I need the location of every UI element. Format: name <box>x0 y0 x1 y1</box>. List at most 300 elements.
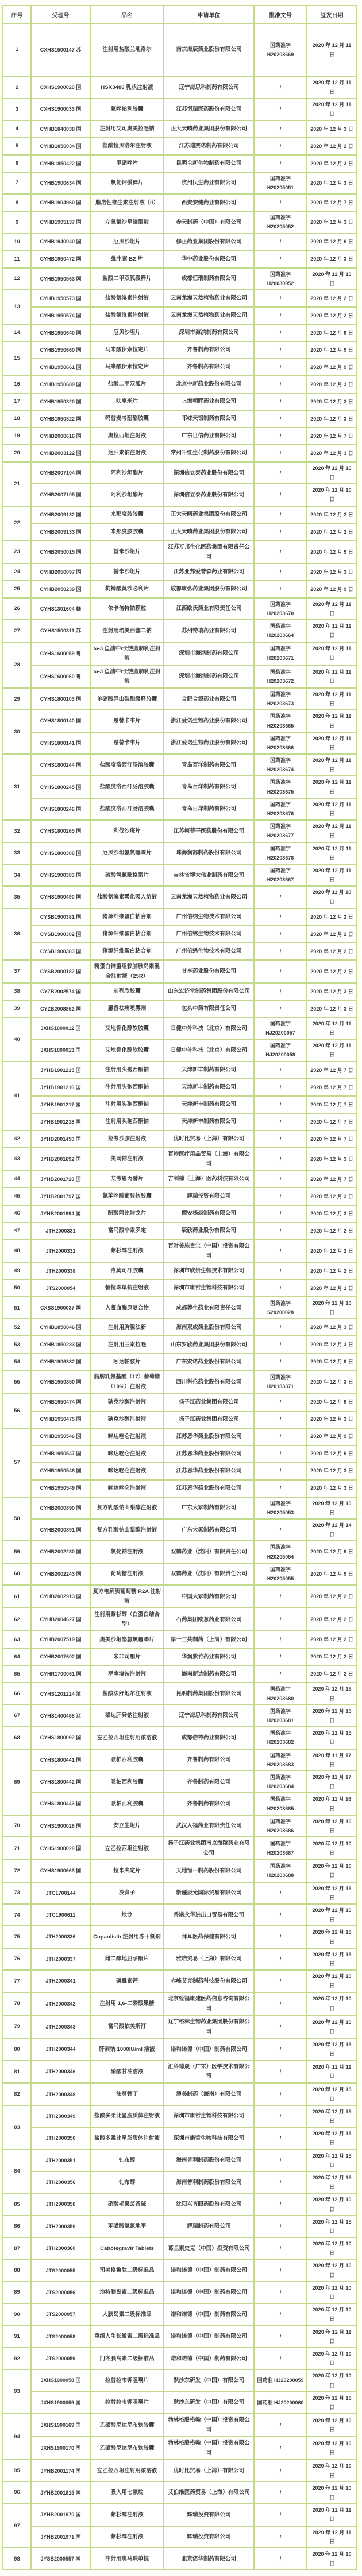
cell-applicant: 辽宁海思科制药有限公司 <box>164 76 254 98</box>
cell-product-name: 注射用头孢西酮钠 <box>90 1113 164 1130</box>
cell-issue-date: 2020 年 12 月 2 日 <box>307 1222 357 1240</box>
cell-no: 98 <box>3 2548 31 2570</box>
cell-approval-no: / <box>254 2216 307 2237</box>
table-row <box>3 341 357 359</box>
cell-acceptance-no: CYHB1950573 国 <box>31 290 90 307</box>
cell-issue-date: 2020 年 12 月 3 日 <box>307 121 357 138</box>
cell-issue-date: 2020 年 12 月 3 日 <box>307 1000 357 1017</box>
cell-issue-date: 2020 年 12 月 3 日 <box>307 983 357 1000</box>
cell-issue-date: 2020 年 12 月 3 日 <box>307 1148 357 1171</box>
table-row <box>3 2038 357 2060</box>
table-row <box>3 1017 357 1039</box>
cell-applicant: 雅培贸易（上海）有限公司 <box>164 1948 254 1970</box>
cell-issue-date: 2020 年 12 月 11 日 <box>307 598 357 620</box>
column-header-acceptance_no: 受理号 <box>31 5 90 24</box>
cell-product-name: 米非司酮片 <box>90 1648 164 1665</box>
cell-acceptance-no: JTC1900611 <box>31 1904 90 1926</box>
cell-product-name: 氟唑帕利胶囊 <box>90 98 164 120</box>
cell-product-name: 盐酸度洛西汀肠溶胶囊 <box>90 776 164 798</box>
cell-issue-date: 2020 年 12 月 15 日 <box>307 2216 357 2237</box>
cell-issue-date: 2020 年 11 月 17 日 <box>307 1749 357 1771</box>
cell-product-name: 注射用紫杉醇（白蛋白结合型） <box>90 1608 164 1631</box>
cell-acceptance-no: CYSB1900383 国 <box>31 943 90 960</box>
table-row <box>3 1541 357 1563</box>
table-row <box>3 598 357 620</box>
table-row <box>3 1188 357 1205</box>
column-header-issue_date: 签发日期 <box>307 5 357 24</box>
table-row <box>3 76 357 98</box>
cell-issue-date: 2020 年 11 月 17 日 <box>307 1771 357 1793</box>
cell-issue-date: 2020 年 12 月 15 日 <box>307 2038 357 2060</box>
cell-product-name: 复方电解质葡萄糖 R2A 注射液 <box>90 1585 164 1608</box>
cell-issue-date: 2020 年 12 月 11 日 <box>307 1039 357 1061</box>
cell-applicant: 深圳市海滨制药有限公司 <box>164 642 254 665</box>
cell-issue-date: 2020 年 12 月 2 日 <box>307 138 357 155</box>
cell-issue-date: 2020 年 12 月 9 日 <box>307 1394 357 1411</box>
cell-approval-no: / <box>254 1904 307 1926</box>
cell-acceptance-no: CYHB1950820 国 <box>31 393 90 410</box>
cell-issue-date: 2020 年 12 月 9 日 <box>307 1446 357 1463</box>
table-row <box>3 1665 357 1683</box>
cell-issue-date: 2020 年 12 月 9 日 <box>307 1563 357 1585</box>
cell-no: 28 <box>3 642 31 688</box>
cell-acceptance-no: JTH2000351 <box>31 2150 90 2171</box>
table-row <box>3 2259 357 2281</box>
cell-approval-no: / <box>254 462 307 484</box>
table-row <box>3 2083 357 2105</box>
cell-applicant: 齐鲁制药有限公司 <box>164 341 254 359</box>
cell-applicant: 诺和诺德（中国）制药有限公司 <box>164 2326 254 2348</box>
cell-acceptance-no: CYHB1850046 国 <box>31 1319 90 1336</box>
cell-no: 45 <box>3 1188 31 1205</box>
cell-no: 68 <box>3 1727 31 1749</box>
cell-no: 18 <box>3 410 31 428</box>
cell-no: 32 <box>3 820 31 842</box>
cell-applicant: 浙江爱诺生物药业股份有限公司 <box>164 710 254 732</box>
cell-applicant: 优时比贸易（上海）有限公司 <box>164 2460 254 2481</box>
cell-approval-no: / <box>254 290 307 307</box>
cell-acceptance-no: JXHS1900169 国 <box>31 2414 90 2437</box>
cell-no: 10 <box>3 234 31 251</box>
cell-approval-no: / <box>254 564 307 581</box>
cell-applicant: 江苏恩华药业股份有限公司 <box>164 1446 254 1463</box>
cell-no: 66 <box>3 1683 31 1704</box>
cell-approval-no: 国药准字 H20205051 <box>254 172 307 194</box>
cell-issue-date: 2020 年 11 月 10 日 <box>307 886 357 908</box>
table-row <box>3 842 357 864</box>
cell-product-name: 复方乳酸钠山梨醇注射液 <box>90 1497 164 1519</box>
cell-approval-no: 国药准字 H20203674 <box>254 754 307 776</box>
cell-applicant: 西安安健药业有限公司 <box>164 194 254 211</box>
cell-no: 13 <box>3 290 31 324</box>
cell-approval-no: / <box>254 581 307 598</box>
cell-approval-no: 国药准字 H20203678 <box>254 842 307 864</box>
cell-acceptance-no: CYHS1800140 国 <box>31 710 90 732</box>
cell-issue-date: 2020 年 12 月 9 日 <box>307 359 357 376</box>
cell-product-name: 精蛋白锌重组赖脯胰岛素混合注射液（25R） <box>90 960 164 983</box>
cell-issue-date: 2020 年 12 月 11 日 <box>307 688 357 710</box>
cell-approval-no: / <box>254 1148 307 1171</box>
cell-product-name: 拉替拉韦钾咀嚼片 <box>90 2369 164 2391</box>
cell-approval-no: / <box>254 393 307 410</box>
cell-issue-date: 2020 年 12 月 10 日 <box>307 2015 357 2038</box>
cell-no: 31 <box>3 754 31 820</box>
cell-issue-date: 2020 年 12 月 10 日 <box>307 2193 357 2215</box>
column-header-product: 品名 <box>90 5 164 24</box>
cell-product-name: 依卡倍特钠颗粒 <box>90 598 164 620</box>
cell-product-name: 盐酸拉贝洛尔注射液 <box>90 138 164 155</box>
cell-no: 35 <box>3 886 31 908</box>
cell-issue-date: 2020 年 12 月 7 日 <box>307 1171 357 1188</box>
cell-applicant: 北京铨福康建医药信息咨询有限公司 <box>164 1992 254 2015</box>
cell-product-name: 奥美沙坦酯氢氯噻嗪片 <box>90 1631 164 1648</box>
cell-acceptance-no: CYHB1950640 国 <box>31 324 90 341</box>
cell-acceptance-no: JTH2000337 <box>31 1948 90 1970</box>
cell-acceptance-no: CYHB1950549 国 <box>31 1480 90 1497</box>
cell-issue-date: 2020 年 12 月 14 日 <box>307 1519 357 1541</box>
cell-acceptance-no: CYHS1800103 国 <box>31 688 90 710</box>
cell-issue-date: 2020 年 12 月 3 日 <box>307 211 357 233</box>
cell-acceptance-no: CYHB2000616 国 <box>31 428 90 445</box>
cell-product-name: 猪源纤维蛋白粘合剂 <box>90 908 164 926</box>
cell-acceptance-no: JXHS1800013 国 <box>31 1039 90 1061</box>
table-row <box>3 2105 357 2127</box>
cell-issue-date: 2020 年 12 月 2 日 <box>307 943 357 960</box>
cell-no: 14 <box>3 324 31 341</box>
cell-approval-no: / <box>254 484 307 506</box>
cell-acceptance-no: JXHS1800012 国 <box>31 1017 90 1039</box>
cell-applicant: 诺和诺德（中国）制药有限公司 <box>164 2038 254 2060</box>
cell-no: 60 <box>3 1563 31 1585</box>
cell-applicant: 诺和诺德（中国）制药有限公司 <box>164 2303 254 2325</box>
table-row <box>3 2460 357 2481</box>
cell-product-name: 碘克沙醇注射液 <box>90 1411 164 1428</box>
cell-product-name: 紫杉醇注射液 <box>90 2504 164 2526</box>
cell-issue-date: 2020 年 12 月 2 日 <box>307 506 357 523</box>
cell-no: 81 <box>3 2060 31 2083</box>
table-row <box>3 194 357 211</box>
cell-no: 6 <box>3 155 31 172</box>
cell-applicant: 天津新丰制药有限公司 <box>164 1113 254 1130</box>
cell-approval-no: / <box>254 2548 307 2570</box>
cell-product-name: 美司钠注射液 <box>90 1148 164 1171</box>
cell-approval-no: / <box>254 359 307 376</box>
cell-acceptance-no: CYHB1950548 国 <box>31 1463 90 1480</box>
cell-acceptance-no: CYHB1950547 国 <box>31 1446 90 1463</box>
cell-no: 56 <box>3 1394 31 1428</box>
cell-approval-no: 国药准字 H20203673 <box>254 688 307 710</box>
cell-issue-date: 2020 年 12 月 15 日 <box>307 2392 357 2414</box>
cell-approval-no: / <box>254 1240 307 1262</box>
cell-acceptance-no: JXHS1900059 国 <box>31 2392 90 2414</box>
cell-no: 36 <box>3 908 31 960</box>
cell-product-name: 重组人生长激素二级标准品 <box>90 2326 164 2348</box>
cell-acceptance-no: JYSB2000557 国 <box>31 2548 90 2570</box>
cell-applicant: 青岛百洋制药有限公司 <box>164 798 254 820</box>
cell-applicant: 南京海辰药业股份有限公司 <box>164 24 254 76</box>
cell-issue-date: 2020 年 12 月 15 日 <box>307 1705 357 1727</box>
cell-applicant: 珠海润都制药股份有限公司 <box>164 842 254 864</box>
table-row <box>3 98 357 120</box>
cell-applicant: 吉利德（上海）医药科技有限公司 <box>164 1171 254 1188</box>
cell-no: 24 <box>3 564 31 581</box>
cell-applicant: 新疆辰光国际贸易有限公司 <box>164 1882 254 1904</box>
cell-acceptance-no: JYHB1901215 国 <box>31 1062 90 1079</box>
cell-approval-no: / <box>254 1926 307 1948</box>
cell-no: 1 <box>3 24 31 76</box>
cell-approval-no: 国药准字 HJ20200057 <box>254 1017 307 1039</box>
cell-approval-no: / <box>254 1446 307 1463</box>
cell-approval-no: / <box>254 886 307 908</box>
cell-applicant: 葛兰素史克（中国）投资有限公司 <box>164 2237 254 2259</box>
cell-acceptance-no: CYHB2007519 国 <box>31 1631 90 1648</box>
cell-approval-no: / <box>254 523 307 541</box>
cell-applicant: 沈阳兴齐眼药股份有限公司 <box>164 2193 254 2215</box>
table-row <box>3 2216 357 2237</box>
table-row <box>3 1948 357 1970</box>
cell-approval-no: / <box>254 1062 307 1079</box>
cell-applicant: 深圳市康哲生物科技有限公司 <box>164 1280 254 1297</box>
cell-approval-no: 国药准字 H20203687 <box>254 1837 307 1860</box>
cell-product-name: 氯化钾缓释片 <box>90 172 164 194</box>
cell-no: 50 <box>3 1280 31 1297</box>
cell-approval-no: / <box>254 2150 307 2171</box>
cell-acceptance-no: JTC1700144 <box>31 1882 90 1904</box>
cell-applicant: 齐鲁制药有限公司 <box>164 1749 254 1771</box>
cell-applicant: 海南斯达制药有限公司 <box>164 1665 254 1683</box>
cell-product-name: 维生素 B2 片 <box>90 251 164 268</box>
cell-acceptance-no: CYSB1900381 国 <box>31 908 90 926</box>
cell-applicant: 海南普利制药股份有限公司 <box>164 2171 254 2193</box>
table-row <box>3 523 357 541</box>
cell-issue-date: 2020 年 12 月 3 日 <box>307 1336 357 1353</box>
table-row <box>3 1222 357 1240</box>
cell-approval-no: / <box>254 1411 307 1428</box>
cell-approval-no: / <box>254 410 307 428</box>
table-row <box>3 1497 357 1519</box>
cell-acceptance-no: JYHB1901218 国 <box>31 1113 90 1130</box>
table-row <box>3 926 357 943</box>
cell-acceptance-no: JTH2000343 <box>31 2015 90 2038</box>
cell-applicant: 辽宁格林生物药业集团股份有限公司 <box>164 2015 254 2038</box>
cell-approval-no: / <box>254 376 307 393</box>
cell-applicant: 辉瑞投资有限公司 <box>164 1188 254 1205</box>
cell-product-name: 人胰岛素二级标准品 <box>90 2303 164 2325</box>
cell-issue-date: 2020 年 12 月 10 日 <box>307 2414 357 2437</box>
cell-issue-date: 2020 年 12 月 11 日 <box>307 820 357 842</box>
table-row <box>3 2504 357 2526</box>
cell-applicant: 辉瑞投资有限公司 <box>164 2504 254 2526</box>
cell-approval-no: / <box>254 324 307 341</box>
cell-product-name: 恩替卡韦片 <box>90 732 164 754</box>
cell-approval-no: / <box>254 1585 307 1608</box>
cell-approval-no: / <box>254 1463 307 1480</box>
cell-approval-no: / <box>254 76 307 98</box>
cell-applicant: 正大天晴药业集团股份有限公司 <box>164 523 254 541</box>
cell-acceptance-no: CYHS1800443 国 <box>31 1793 90 1815</box>
cell-acceptance-no: CYHS1800092 国 <box>31 1727 90 1749</box>
cell-issue-date: 2020 年 12 月 7 日 <box>307 194 357 211</box>
cell-issue-date: 2020 年 12 月 3 日 <box>307 172 357 194</box>
cell-approval-no: / <box>254 1353 307 1370</box>
table-row <box>3 1648 357 1665</box>
cell-approval-no: / <box>254 1000 307 1017</box>
cell-acceptance-no: CYHB1950546 国 <box>31 1428 90 1446</box>
cell-acceptance-no: CXHS1900033 国 <box>31 98 90 120</box>
cell-acceptance-no: CYHS1900029 国 <box>31 1837 90 1860</box>
cell-no: 3 <box>3 98 31 120</box>
cell-product-name: 脂溶性维生素注射液（II） <box>90 194 164 211</box>
cell-issue-date: 2020 年 12 月 11 日 <box>307 665 357 688</box>
cell-approval-no: / <box>254 2038 307 2060</box>
cell-approval-no: / <box>254 2083 307 2105</box>
cell-no: 23 <box>3 541 31 564</box>
cell-issue-date: 2020 年 12 月 15 日 <box>307 1926 357 1948</box>
cell-applicant: 默沙东研发（中国）有限公司 <box>164 2392 254 2414</box>
cell-issue-date: 2020 年 12 月 3 日 <box>307 155 357 172</box>
cell-product-name: 艾地骨化醇软胶囊 <box>90 1017 164 1039</box>
cell-acceptance-no: JTH2000344 <box>31 2038 90 2060</box>
table-row <box>3 1171 357 1188</box>
cell-approval-no: / <box>254 1480 307 1497</box>
cell-acceptance-no: CYHS1900490 国 <box>31 886 90 908</box>
cell-product-name: 马来酸伊索拉定片 <box>90 341 164 359</box>
cell-no: 85 <box>3 2193 31 2215</box>
cell-approval-no: / <box>254 1882 307 1904</box>
cell-issue-date: 2020 年 12 月 15 日 <box>307 2171 357 2193</box>
cell-product-name: 拉替拉韦钾咀嚼片 <box>90 2392 164 2414</box>
cell-no: 47 <box>3 1222 31 1240</box>
cell-issue-date: 2020 年 12 月 2 日 <box>307 960 357 983</box>
cell-applicant: 默沙东研发（中国）有限公司 <box>164 2369 254 2391</box>
cell-product-name: 拉考沙胺注射液 <box>90 1130 164 1148</box>
cell-no: 95 <box>3 2460 31 2481</box>
cell-applicant: 山东罗欣药业集团股份有限公司 <box>164 1336 254 1353</box>
cell-approval-no: / <box>254 2437 307 2460</box>
cell-acceptance-no: JTH2000359 <box>31 2216 90 2237</box>
cell-approval-no: / <box>254 2127 307 2149</box>
table-row <box>3 541 357 564</box>
cell-approval-no: / <box>254 2482 307 2504</box>
cell-product-name: 注射用艾司奥美拉唑钠 <box>90 121 164 138</box>
column-header-approval_no: 批准文号 <box>254 5 307 24</box>
cell-applicant: 昆明制药集团股份有限公司 <box>164 1683 254 1704</box>
cell-no: 12 <box>3 268 31 290</box>
cell-product-name: 阿利沙坦酯片 <box>90 484 164 506</box>
cell-issue-date: 2020 年 12 月 11 日 <box>307 98 357 120</box>
cell-issue-date: 2020 年 11 月 16 日 <box>307 1793 357 1815</box>
cell-approval-no: 国药准字 H20203672 <box>254 665 307 688</box>
cell-acceptance-no: CYHB1850034 国 <box>31 138 90 155</box>
cell-applicant: 北京诺华制药有限公司 <box>164 2548 254 2570</box>
cell-product-name: 猪源纤维蛋白粘合剂 <box>90 943 164 960</box>
cell-issue-date: 2020 年 12 月 15 日 <box>307 1683 357 1704</box>
cell-acceptance-no: CYHB2050239 国 <box>31 581 90 598</box>
cell-applicant: 苏州特瑞药业有限公司 <box>164 620 254 642</box>
cell-approval-no: / <box>254 1648 307 1665</box>
cell-acceptance-no: CYSB1900382 国 <box>31 926 90 943</box>
cell-approval-no: / <box>254 1222 307 1240</box>
cell-approval-no: / <box>254 2193 307 2215</box>
table-row <box>3 2282 357 2303</box>
table-row <box>3 462 357 484</box>
cell-applicant: 云南龙海天然植物药业有限公司 <box>164 886 254 908</box>
cell-applicant: 广东大冢制药有限公司 <box>164 1497 254 1519</box>
cell-applicant: 优时比贸易（上海）有限公司 <box>164 1130 254 1148</box>
drug-approval-table <box>2 5 357 2570</box>
cell-approval-no: / <box>254 1992 307 2015</box>
cell-acceptance-no: CYHS1800245 国 <box>31 776 90 798</box>
cell-applicant: 包头中药有限责任公司 <box>164 1000 254 1017</box>
table-row <box>3 2127 357 2149</box>
cell-issue-date: 2020 年 12 月 11 日 <box>307 864 357 886</box>
table-row <box>3 1563 357 1585</box>
cell-product-name: 注射用头孢西酮钠 <box>90 1079 164 1096</box>
cell-no: 39 <box>3 1000 31 1017</box>
table-row <box>3 776 357 798</box>
cell-no: 70 <box>3 1815 31 1837</box>
cell-no: 97 <box>3 2504 31 2548</box>
cell-approval-no: / <box>254 1130 307 1148</box>
table-body <box>3 24 357 2570</box>
cell-product-name: 复方乳酸钠山梨醇注射液 <box>90 1519 164 1541</box>
cell-acceptance-no: CYHS1800442 国 <box>31 1771 90 1793</box>
cell-issue-date: 2020 年 12 月 9 日 <box>307 1353 357 1370</box>
table-row <box>3 2548 357 2570</box>
cell-product-name: 艾地骨化醇软胶囊 <box>90 1039 164 1061</box>
cell-acceptance-no: CYHS1800246 国 <box>31 798 90 820</box>
cell-product-name: 富马酸依美斯汀 <box>90 2015 164 2038</box>
cell-approval-no: 国药准字 H20203669 <box>254 24 307 76</box>
cell-product-name: 艾考恩丙替片 <box>90 1171 164 1188</box>
table-row <box>3 2150 357 2171</box>
cell-applicant: 赤峰艾克制药科技股份有限公司 <box>164 1970 254 1992</box>
cell-acceptance-no: JTH2000341 <box>31 1970 90 1992</box>
cell-acceptance-no: CYHB1840038 国 <box>31 121 90 138</box>
table-row <box>3 943 357 960</box>
cell-issue-date: 2020 年 12 月 15 日 <box>307 1948 357 1970</box>
table-row <box>3 1631 357 1648</box>
cell-product-name: 替米沙坦片 <box>90 541 164 564</box>
cell-applicant: 诺和诺德（中国）制药有限公司 <box>164 2348 254 2369</box>
cell-issue-date: 2020 年 12 月 7 日 <box>307 1079 357 1096</box>
cell-applicant: 石药集团欧意药业有限公司 <box>164 1608 254 1631</box>
cell-approval-no: 国药准 HJ20200060 <box>254 2392 307 2414</box>
cell-applicant: 江苏迪赛诺制药有限公司 <box>164 138 254 155</box>
cell-no: 59 <box>3 1541 31 1563</box>
cell-no: 91 <box>3 2326 31 2348</box>
cell-product-name: 阿利沙坦酯片 <box>90 462 164 484</box>
cell-issue-date: 2020 年 12 月 3 日 <box>307 564 357 581</box>
cell-approval-no: 国药准字 H20203681 <box>254 1705 307 1727</box>
table-row <box>3 1882 357 1904</box>
table-row <box>3 1860 357 1882</box>
cell-approval-no: / <box>254 2282 307 2303</box>
cell-issue-date: 2020 年 12 月 2 日 <box>307 1240 357 1262</box>
table-row <box>3 506 357 523</box>
cell-applicant: 参天制药（中国）有限公司 <box>164 211 254 233</box>
table-row <box>3 1262 357 1280</box>
cell-issue-date: 2020 年 12 月 10 日 <box>307 2348 357 2369</box>
cell-acceptance-no: JTH2000348 <box>31 2083 90 2105</box>
cell-product-name: 咪达唑仑注射液 <box>90 1480 164 1497</box>
cell-approval-no: / <box>254 98 307 120</box>
cell-no: 63 <box>3 1631 31 1648</box>
cell-product-name: 门冬胰岛素二级标准品 <box>90 2348 164 2369</box>
cell-approval-no: / <box>254 138 307 155</box>
cell-issue-date: 2020 年 12 月 9 日 <box>307 1428 357 1446</box>
cell-no: 80 <box>3 2038 31 2060</box>
